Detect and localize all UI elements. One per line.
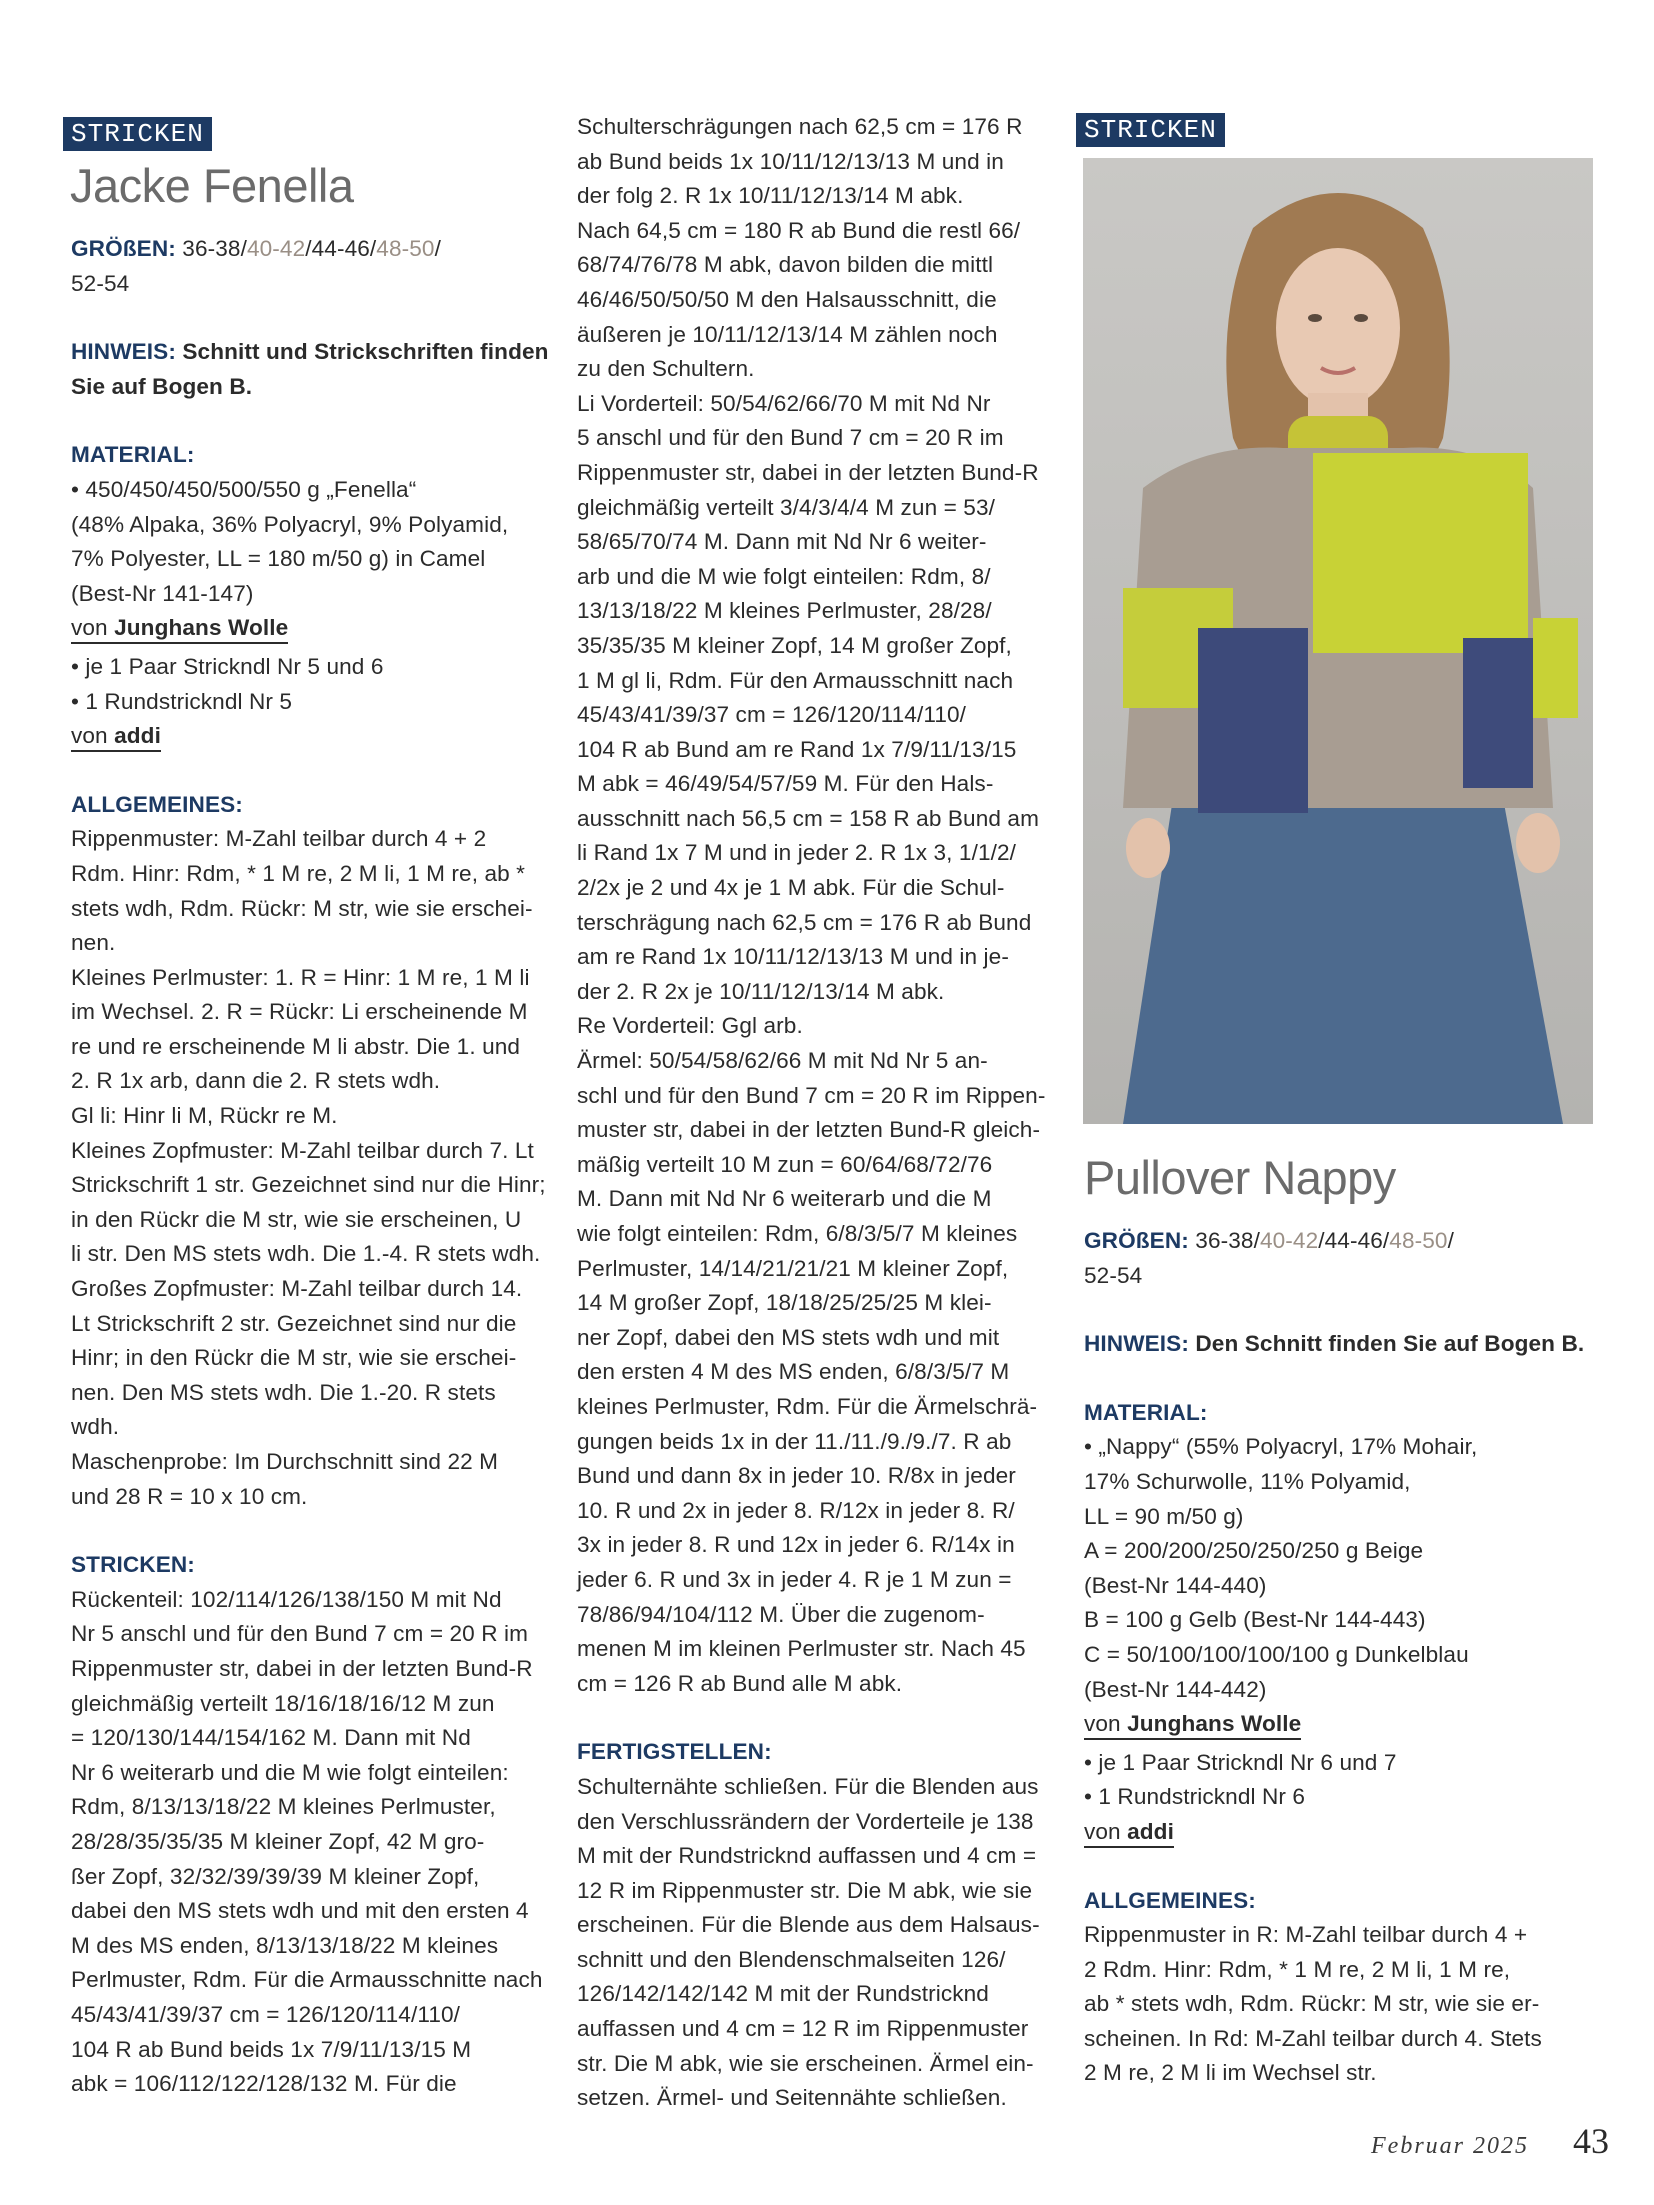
tools-line: • 1 Rundstrickndl Nr 6 xyxy=(1084,1784,1306,1810)
knitting-line: dabei den MS stets wdh und mit den ersten 4 xyxy=(71,1898,529,1924)
finishing-line: auffassen und 4 cm = 12 R im Rippenmuster xyxy=(577,2016,1029,2042)
brand-link[interactable]: Junghans Wolle xyxy=(114,615,289,641)
general-line: Gl li: Hinr li M, Rückr re M. xyxy=(71,1103,338,1129)
finishing-line: schnitt und den Blendenschmalseiten 126/ xyxy=(577,1946,1006,1972)
instruction-line: am re Rand 1x 10/11/12/13/13 M und in je- xyxy=(577,944,1009,970)
hint: HINWEIS: Schnitt und Strickschriften finden Sie auf Bogen B. xyxy=(71,339,549,399)
instruction-line: M. Dann mit Nd Nr 6 weiterarb und die M xyxy=(577,1186,992,1212)
instruction-line: 5 anschl und für den Bund 7 cm = 20 R im xyxy=(577,425,1004,451)
general-line: wdh. xyxy=(71,1414,120,1440)
article-title: Jacke Fenella xyxy=(70,159,354,212)
material-line: 17% Schurwolle, 11% Polyamid, xyxy=(1084,1468,1411,1494)
general-line: im Wechsel. 2. R = Rückr: Li erscheinende M xyxy=(71,999,528,1025)
instruction-line: Schulterschrägungen nach 62,5 cm = 176 R xyxy=(577,114,1023,139)
instruction-line: terschrägung nach 62,5 cm = 176 R ab Bund xyxy=(577,909,1032,935)
instruction-line: äußeren je 10/11/12/13/14 M zählen noch xyxy=(577,321,998,347)
material-line: (Best-Nr 144-442) xyxy=(1084,1676,1267,1702)
brand-link[interactable]: addi xyxy=(114,723,161,749)
instruction-line: mäßig verteilt 10 M zun = 60/64/68/72/76 xyxy=(577,1151,993,1177)
instruction-line: 68/74/76/78 M abk, davon bilden die mittl xyxy=(577,252,994,278)
instruction-line: 2/2x je 2 und 4x je 1 M abk. Für die Schul- xyxy=(577,875,1005,901)
general-line: re und re erscheinende M li abstr. Die 1. und xyxy=(71,1033,521,1059)
instruction-line: 3x in jeder 8. R und 12x in jeder 6. R/14x in xyxy=(577,1532,1015,1558)
instruction-line: schl und für den Bund 7 cm = 20 R im Rippen- xyxy=(577,1082,1046,1108)
instruction-line: arb und die M wie folgt einteilen: Rdm, 8/ xyxy=(577,563,991,589)
instruction-line: 45/43/41/39/37 cm = 126/120/114/110/ xyxy=(577,702,967,728)
instruction-line: ab Bund beids 1x 10/11/12/13/13 M und in xyxy=(577,148,1004,174)
instruction-line: 10. R und 2x in jeder 8. R/12x in jeder 8. R/ xyxy=(577,1497,1015,1523)
general-line: Kleines Zopfmuster: M-Zahl teilbar durch 7. Lt xyxy=(71,1137,534,1163)
instruction-line: 13/13/18/22 M kleines Perlmuster, 28/28/ xyxy=(577,598,992,624)
instruction-line: ner Zopf, dabei den MS stets wdh und mit xyxy=(577,1324,1000,1350)
instruction-line: Perlmuster, 14/14/21/21/21 M kleiner Zopf, xyxy=(577,1255,1009,1281)
instruction-line: Bund und dann 8x in jeder 10. R/8x in jeder xyxy=(577,1463,1016,1489)
general-line: stets wdh, Rdm. Rückr: M str, wie sie erschei- xyxy=(71,895,533,921)
general-heading: ALLGEMEINES: xyxy=(71,791,243,817)
general-line: nen. Den MS stets wdh. Die 1.-20. R stets xyxy=(71,1379,496,1405)
instruction-line: Nach 64,5 cm = 180 R ab Bund die restl 66/ xyxy=(577,217,1021,243)
knitting-line: 45/43/41/39/37 cm = 126/120/114/110/ xyxy=(71,2001,461,2027)
general-line: Hinr; in den Rückr die M str, wie sie erschei- xyxy=(71,1345,517,1371)
supplier-line: von addi xyxy=(71,719,551,754)
sizes-line: GRÖßEN: 36-38/40-42/44-46/48-50/ xyxy=(1084,1228,1454,1253)
general-line: Kleines Perlmuster: 1. R = Hinr: 1 M re, 1 M li xyxy=(71,964,530,990)
general-line: Rdm. Hinr: Rdm, * 1 M re, 2 M li, 1 M re, ab * xyxy=(71,860,526,886)
instruction-line: der 2. R 2x je 10/11/12/13/14 M abk. xyxy=(577,978,945,1004)
instruction-line: Rippenmuster str, dabei in der letzten Bund-R xyxy=(577,459,1039,485)
finishing-line: erscheinen. Für die Blende aus dem Halsaus- xyxy=(577,1912,1040,1938)
finishing-line: M mit der Rundstricknd auffassen und 4 cm = xyxy=(577,1843,1037,1869)
instruction-line: muster str, dabei in der letzten Bund-R gleich- xyxy=(577,1117,1041,1143)
instruction-line: 58/65/70/74 M. Dann mit Nd Nr 6 weiter- xyxy=(577,529,987,555)
material-line: C = 50/100/100/100/100 g Dunkelblau xyxy=(1084,1641,1469,1667)
general-line: in den Rückr die M str, wie sie erscheinen, U xyxy=(71,1206,522,1232)
instruction-line: kleines Perlmuster, Rdm. Für die Ärmelschrä- xyxy=(577,1393,1038,1419)
general-line: Lt Strickschrift 2 str. Gezeichnet sind nur die xyxy=(71,1310,517,1336)
instruction-line: Ärmel: 50/54/58/62/66 M mit Nd Nr 5 an- xyxy=(577,1048,988,1074)
knitting-line: Rückenteil: 102/114/126/138/150 M mit Nd xyxy=(71,1586,502,1612)
section-tag: STRICKEN xyxy=(1076,113,1225,147)
material-line: 7% Polyester, LL = 180 m/50 g) in Camel xyxy=(71,546,486,572)
instruction-line: wie folgt einteilen: Rdm, 6/8/3/5/7 M kleines xyxy=(577,1221,1018,1246)
section-tag: STRICKEN xyxy=(63,117,212,151)
instruction-line: zu den Schultern. xyxy=(577,356,755,382)
knitting-line: abk = 106/112/122/128/132 M. Für die xyxy=(71,2071,457,2097)
instruction-line: den ersten 4 M des MS enden, 6/8/3/5/7 M xyxy=(577,1359,1010,1385)
left-column xyxy=(71,232,551,2102)
knitting-line: Nr 6 weiterarb und die M wie folgt einteilen: xyxy=(71,1759,509,1785)
general-line: nen. xyxy=(71,930,116,956)
material-heading: MATERIAL: xyxy=(1084,1399,1208,1425)
general-line: scheinen. In Rd: M-Zahl teilbar durch 4. Stets xyxy=(1084,2025,1542,2051)
instruction-line: gleichmäßig verteilt 3/4/3/4/4 M zun = 53/ xyxy=(577,494,996,520)
general-line: 2 M re, 2 M li im Wechsel str. xyxy=(1084,2060,1377,2086)
tools-line: • je 1 Paar Strickndl Nr 5 und 6 xyxy=(71,653,384,679)
material-line: (48% Alpaka, 36% Polyacryl, 9% Polyamid, xyxy=(71,511,509,537)
right-column xyxy=(1084,1224,1604,2091)
instruction-line: Li Vorderteil: 50/54/62/66/70 M mit Nd Nr xyxy=(577,390,991,416)
knitting-line: M des MS enden, 8/13/13/18/22 M kleines xyxy=(71,1932,499,1958)
knitting-line: Rippenmuster str, dabei in der letzten Bund-R xyxy=(71,1655,533,1681)
general-line: Strickschrift 1 str. Gezeichnet sind nur die Hinr; xyxy=(71,1172,546,1198)
knitting-line: Perlmuster, Rdm. Für die Armausschnitte nach xyxy=(71,1967,543,1993)
material-line: (Best-Nr 144-440) xyxy=(1084,1572,1267,1598)
general-line: 2 Rdm. Hinr: Rdm, * 1 M re, 2 M li, 1 M re, xyxy=(1084,1956,1511,1982)
middle-column xyxy=(577,110,1047,2116)
material-line: • „Nappy“ (55% Polyacryl, 17% Mohair, xyxy=(1084,1434,1478,1460)
material-line: A = 200/200/250/250/250 g Beige xyxy=(1084,1538,1424,1564)
article-title: Pullover Nappy xyxy=(1084,1151,1396,1204)
instruction-line: 14 M großer Zopf, 18/18/25/25/25 M klei- xyxy=(577,1290,992,1316)
finishing-line: str. Die M abk, wie sie erscheinen. Ärmel ein- xyxy=(577,2050,1034,2076)
finishing-heading: FERTIGSTELLEN: xyxy=(577,1739,772,1765)
finishing-line: den Verschlussrändern der Vorderteile je 138 xyxy=(577,1808,1034,1834)
knitting-heading: STRICKEN: xyxy=(71,1552,195,1578)
instruction-line: M abk = 46/49/54/57/59 M. Für den Hals- xyxy=(577,771,994,797)
finishing-line: 126/142/142/142 M mit der Rundstricknd xyxy=(577,1981,989,2007)
general-line: ab * stets wdh, Rdm. Rückr: M str, wie sie er- xyxy=(1084,1991,1540,2017)
sizes-line-2: 52-54 xyxy=(1084,1262,1143,1288)
instruction-line: gungen beids 1x in der 11./11./9./9./7. R ab xyxy=(577,1428,1012,1454)
material-line: B = 100 g Gelb (Best-Nr 144-443) xyxy=(1084,1607,1426,1633)
instruction-line: 104 R ab Bund am re Rand 1x 7/9/11/13/15 xyxy=(577,736,1017,762)
finishing-line: setzen. Ärmel- und Seitennähte schließen. xyxy=(577,2085,1007,2111)
model-photo xyxy=(1083,158,1593,1124)
supplier-line: von Junghans Wolle xyxy=(1084,1707,1604,1742)
general-line: Großes Zopfmuster: M-Zahl teilbar durch 14. xyxy=(71,1276,523,1302)
instruction-line: 78/86/94/104/112 M. Über die zugenom- xyxy=(577,1601,985,1627)
brand-link[interactable]: Junghans Wolle xyxy=(1127,1711,1302,1737)
finishing-line: Schulternähte schließen. Für die Blenden aus xyxy=(577,1773,1039,1799)
knitting-line: Rdm, 8/13/13/18/22 M kleines Perlmuster, xyxy=(71,1794,496,1820)
instruction-line: li Rand 1x 7 M und in jeder 2. R 1x 3, 1/1/2/ xyxy=(577,840,1017,866)
instruction-line: der folg 2. R 1x 10/11/12/13/14 M abk. xyxy=(577,183,964,209)
instruction-line: menen M im kleinen Perlmuster str. Nach 45 xyxy=(577,1636,1026,1662)
supplier-line: von addi xyxy=(1084,1815,1604,1850)
instruction-line: ausschnitt nach 56,5 cm = 158 R ab Bund am xyxy=(577,805,1039,831)
page-number: 43 xyxy=(1573,2121,1609,2161)
knitting-line: Nr 5 anschl und für den Bund 7 cm = 20 R im xyxy=(71,1621,529,1647)
knitting-line: 104 R ab Bund beids 1x 7/9/11/13/15 M xyxy=(71,2036,472,2062)
sizes-line-2: 52-54 xyxy=(71,270,130,296)
sizes-line: GRÖßEN: 36-38/40-42/44-46/48-50/ xyxy=(71,236,441,261)
material-line: LL = 90 m/50 g) xyxy=(1084,1503,1244,1529)
tools-line: • je 1 Paar Strickndl Nr 6 und 7 xyxy=(1084,1749,1397,1775)
instruction-line: 46/46/50/50/50 M den Halsausschnitt, die xyxy=(577,286,997,312)
general-line: Rippenmuster: M-Zahl teilbar durch 4 + 2 xyxy=(71,826,487,852)
material-heading: MATERIAL: xyxy=(71,442,195,468)
brand-link[interactable]: addi xyxy=(1127,1818,1174,1844)
hint: HINWEIS: Den Schnitt finden Sie auf Bogen B. xyxy=(1084,1331,1585,1357)
instruction-line: 35/35/35 M kleiner Zopf, 14 M großer Zopf, xyxy=(577,632,1012,658)
knitting-line: gleichmäßig verteilt 18/16/18/16/12 M zun xyxy=(71,1690,495,1716)
issue-date: Februar 2025 xyxy=(1371,2133,1529,2159)
general-line: Maschenprobe: Im Durchschnitt sind 22 M xyxy=(71,1449,499,1474)
general-line: und 28 R = 10 x 10 cm. xyxy=(71,1483,308,1509)
finishing-line: 12 R im Rippenmuster str. Die M abk, wie sie xyxy=(577,1877,1033,1903)
general-line: 2. R 1x arb, dann die 2. R stets wdh. xyxy=(71,1068,441,1094)
instruction-line: jeder 6. R und 3x in jeder 4. R je 1 M zun = xyxy=(577,1566,1012,1592)
knitting-line: 28/28/35/35/35 M kleiner Zopf, 42 M gro- xyxy=(71,1828,485,1854)
instruction-line: 1 M gl li, Rdm. Für den Armausschnitt nach xyxy=(577,667,1014,693)
general-line: li str. Den MS stets wdh. Die 1.-4. R stets wdh. xyxy=(71,1241,541,1267)
instruction-line: Re Vorderteil: Ggl arb. xyxy=(577,1013,803,1039)
tools-line: • 1 Rundstrickndl Nr 5 xyxy=(71,688,293,714)
photo-illustration xyxy=(1083,158,1593,1124)
knitting-line: = 120/130/144/154/162 M. Dann mit Nd xyxy=(71,1725,471,1751)
material-line: (Best-Nr 141-147) xyxy=(71,580,254,606)
general-line: Rippenmuster in R: M-Zahl teilbar durch 4 + xyxy=(1084,1922,1528,1948)
knitting-line: ßer Zopf, 32/32/39/39/39 M kleiner Zopf, xyxy=(71,1863,480,1889)
general-heading: ALLGEMEINES: xyxy=(1084,1887,1256,1913)
supplier-line: von Junghans Wolle xyxy=(71,611,551,646)
material-line: • 450/450/450/500/550 g „Fenella“ xyxy=(71,476,417,502)
instruction-line: cm = 126 R ab Bund alle M abk. xyxy=(577,1670,903,1696)
